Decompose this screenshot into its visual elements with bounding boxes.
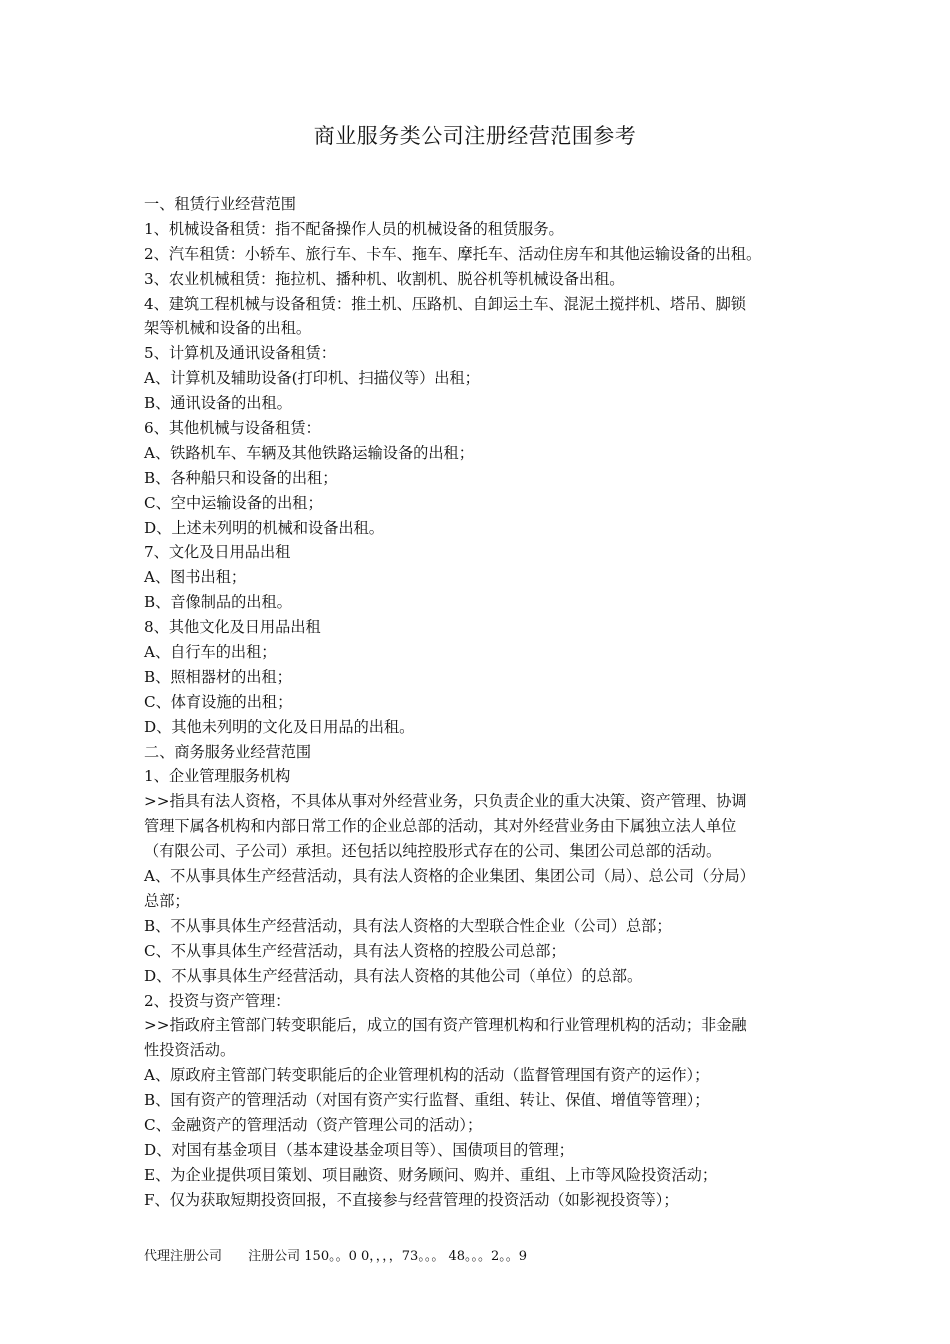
document-line: D、不从事具体生产经营活动，具有法人资格的其他公司（单位）的总部。 — [144, 966, 643, 985]
document-line: 6、其他机械与设备租赁： — [144, 419, 321, 438]
document-line: 7、文化及日用品出租 — [144, 543, 291, 562]
document-line: B、各种船只和设备的出租； — [144, 468, 338, 487]
document-line: B、不从事具体生产经营活动，具有法人资格的大型联合性企业（公司）总部； — [144, 916, 672, 935]
document-line: A、不从事具体生产经营活动，具有法人资格的企业集团、集团公司（局）、总公司（分局） — [144, 867, 755, 886]
document-line: B、国有资产的管理活动（对国有资产实行监督、重组、转让、保值、增值等管理）； — [144, 1091, 710, 1110]
document-line: 2、汽车租赁：小轿车、旅行车、卡车、拖车、摩托车、活动住房车和其他运输设备的出租。 — [144, 244, 762, 263]
document-line: 4、建筑工程机械与设备租赁：推土机、压路机、自卸运土车、混泥土搅拌机、塔吊、脚锁 — [144, 294, 746, 313]
page-footer — [144, 1248, 527, 1266]
document-line: B、照相器材的出租； — [144, 667, 292, 686]
document-line: >>指政府主管部门转变职能后，成立的国有资产管理机构和行业管理机构的活动；非金融 — [144, 1016, 747, 1035]
document-line: C、金融资产的管理活动（资产管理公司的活动）； — [144, 1115, 483, 1134]
document-body — [144, 192, 812, 1213]
document-line: 总部； — [144, 891, 190, 910]
document-line: 架等机械和设备的出租。 — [144, 319, 312, 338]
page-title: 商业服务类公司注册经营范围参考 — [313, 124, 637, 148]
document-line: 3、农业机械租赁：拖拉机、播种机、收割机、脱谷机等机械设备出租。 — [144, 269, 625, 288]
document-line: A、图书出租； — [144, 568, 247, 587]
document-line: 5、计算机及通讯设备租赁： — [144, 344, 336, 363]
footer-right-text: 注册公司 150。。0 0，，，，73。。。 48。。。2。。9 — [248, 1249, 528, 1264]
document-line: A、计算机及辅助设备(打印机、扫描仪等）出租； — [144, 369, 480, 388]
document-line: A、铁路机车、车辆及其他铁路运输设备的出租； — [144, 443, 474, 462]
document-line: D、上述未列明的机械和设备出租。 — [144, 518, 384, 537]
document-line: C、空中运输设备的出租； — [144, 493, 323, 512]
document-line: >>指具有法人资格，不具体从事对外经营业务，只负责企业的重大决策、资产管理、协调 — [144, 792, 747, 811]
document-line: 一、租赁行业经营范围 — [144, 195, 296, 213]
footer-left-text: 代理注册公司 — [144, 1249, 223, 1264]
document-line: 1、机械设备租赁：指不配备操作人员的机械设备的租赁服务。 — [144, 219, 564, 238]
document-line: A、原政府主管部门转变职能后的企业管理机构的活动（监督管理国有资产的运作）； — [144, 1066, 710, 1085]
document-line: D、其他未列明的文化及日用品的出租。 — [144, 717, 415, 736]
document-line: F、仅为获取短期投资回报，不直接参与经营管理的投资活动（如影视投资等）； — [144, 1190, 679, 1209]
document-line: 1、企业管理服务机构 — [144, 767, 291, 786]
document-line: 二、商务服务业经营范围 — [144, 742, 312, 761]
document-line: A、自行车的出租； — [144, 643, 277, 662]
document-line: E、为企业提供项目策划、项目融资、财务顾问、购并、重组、上市等风险投资活动； — [144, 1165, 718, 1184]
document-line: B、音像制品的出租。 — [144, 593, 292, 612]
document-line: 8、其他文化及日用品出租 — [144, 618, 321, 637]
document-line: 性投资活动。 — [144, 1041, 236, 1060]
document-line: D、对国有基金项目（基本建设基金项目等）、国债项目的管理； — [144, 1140, 574, 1159]
document-line: B、通讯设备的出租。 — [144, 394, 292, 413]
document-line: 2、投资与资产管理： — [144, 991, 291, 1010]
document-line: （有限公司、子公司）承担。还包括以纯控股形式存在的公司、集团公司总部的活动。 — [144, 842, 722, 861]
document-line: C、体育设施的出租； — [144, 692, 293, 711]
document-line: 管理下属各机构和内部日常工作的企业总部的活动，其对外经营业务由下属独立法人单位 — [144, 817, 737, 836]
document-line: C、不从事具体生产经营活动，具有法人资格的控股公司总部； — [144, 941, 566, 960]
